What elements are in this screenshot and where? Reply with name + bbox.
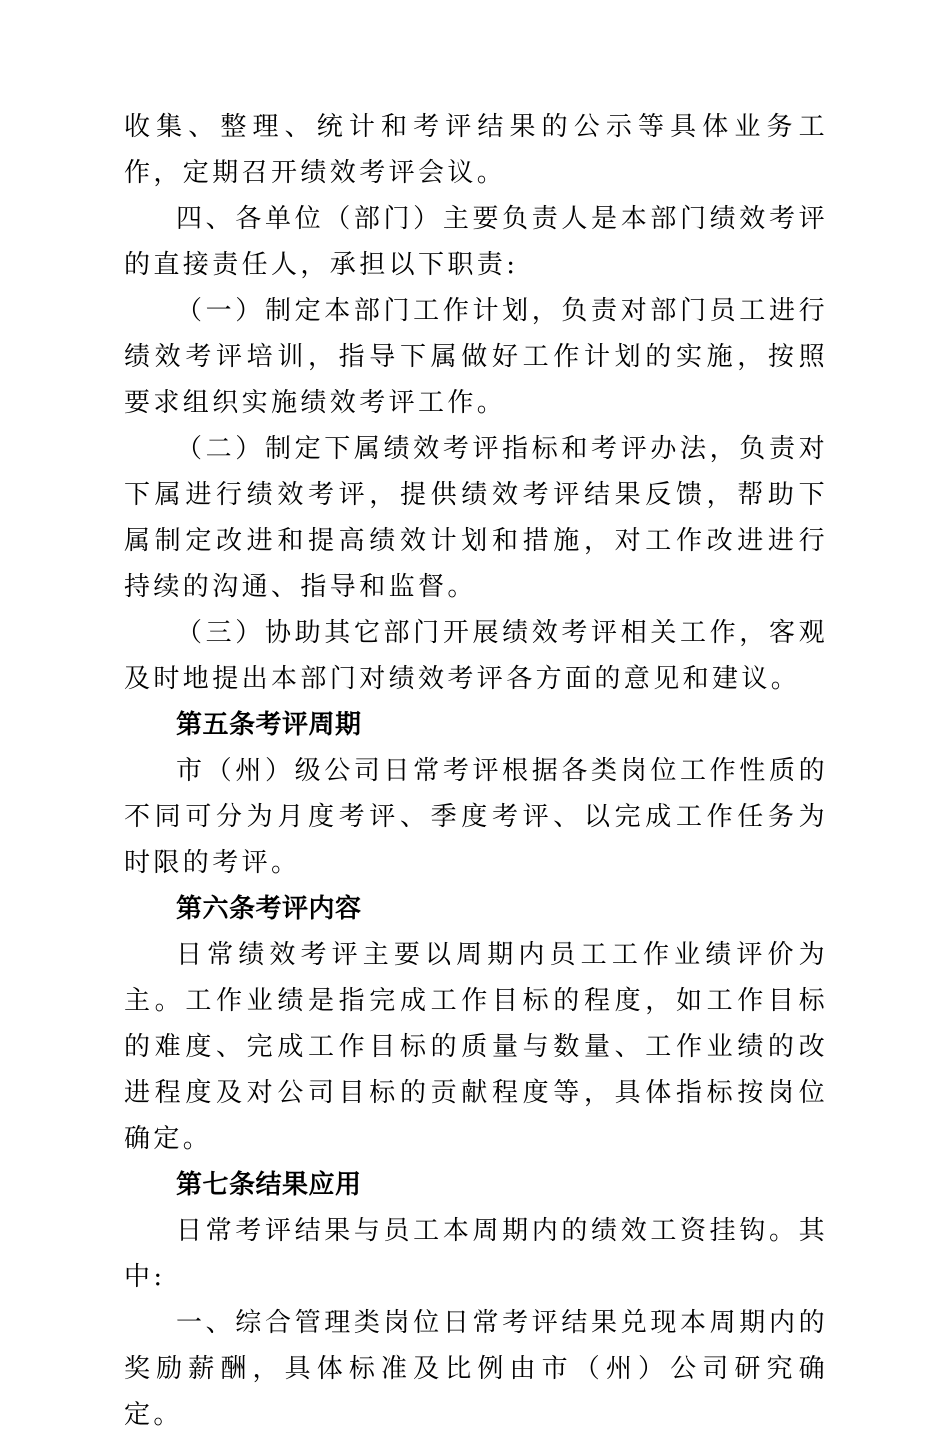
paragraph-article-seven-item-one: 一、综合管理类岗位日常考评结果兑现本周期内的奖励薪酬，具体标准及比例由市（州）公司研究确定。 [124,1308,828,1430]
heading-article-six: 第六条考评内容 [176,894,362,924]
paragraph-item-four: 四、各单位（部门）主要负责人是本部门绩效考评的直接责任人，承担以下职责: [124,204,828,280]
paragraph-article-seven: 日常考评结果与员工本周期内的绩效工资挂钩。其中: [124,1216,828,1292]
document-page [124,104,828,1438]
paragraph-subitem-two: （二）制定下属绩效考评指标和考评办法，负责对下属进行绩效考评，提供绩效考评结果反馈，帮助下属制定改进和提高绩效计划和措施，对工作改进进行持续的沟通、指导和监督。 [124,434,828,602]
paragraph-article-five: 市（州）级公司日常考评根据各类岗位工作性质的不同可分为月度考评、季度考评、以完成工作任务为时限的考评。 [124,756,828,878]
paragraph-subitem-one: （一）制定本部门工作计划，负责对部门员工进行绩效考评培训，指导下属做好工作计划的实施，按照要求组织实施绩效考评工作。 [124,296,828,418]
heading-article-five: 第五条考评周期 [176,710,362,740]
heading-article-seven: 第七条结果应用 [176,1170,362,1200]
paragraph-article-six: 日常绩效考评主要以周期内员工工作业绩评价为主。工作业绩是指完成工作目标的程度，如工作目标的难度、完成工作目标的质量与数量、工作业绩的改进程度及对公司目标的贡献程度等，具体指标按岗位确定。 [124,940,828,1154]
paragraph-subitem-three: （三）协助其它部门开展绩效考评相关工作，客观及时地提出本部门对绩效考评各方面的意见和建议。 [124,618,828,694]
paragraph-continuation: 收集、整理、统计和考评结果的公示等具体业务工作，定期召开绩效考评会议。 [124,112,828,188]
